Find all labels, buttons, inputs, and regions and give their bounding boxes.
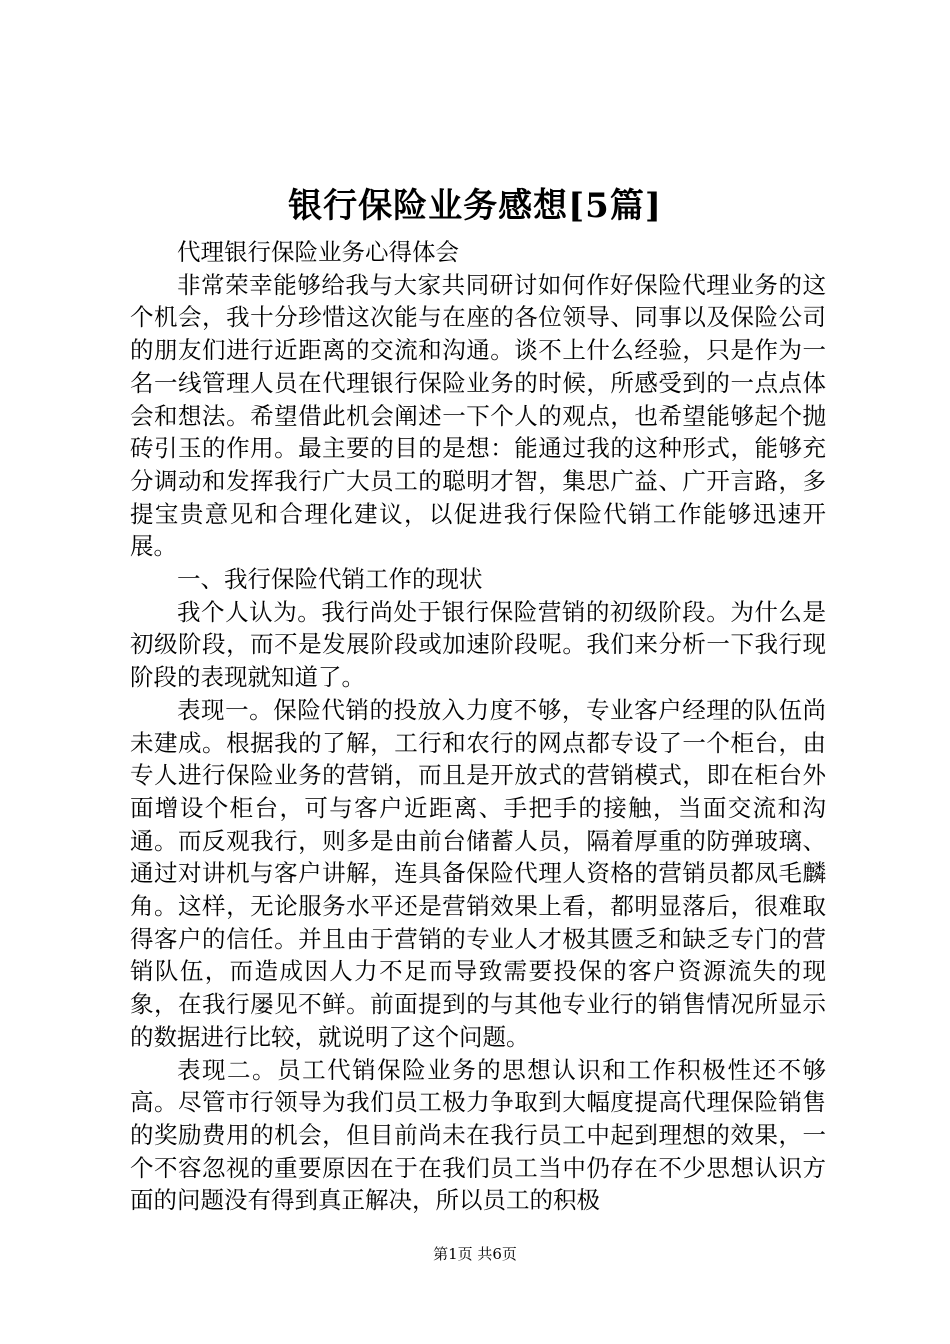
page-number-footer: 第1页 共6页 xyxy=(433,1245,517,1263)
document-body xyxy=(130,236,826,1217)
section-heading: 一、我行保险代销工作的现状 xyxy=(177,565,483,594)
paragraph-subtitle: 代理银行保险业务心得体会 xyxy=(177,238,459,266)
paragraph-intro: 非常荣幸能够给我与大家共同研讨如何作好保险代理业务的这个机会，我十分珍惜这次能与在座的各位领导、同事以及保险公司的朋友们进行近距离的交流和沟通。谈不上什么经验，只是作为一名一线管理人员在代理银行保险业务的时候，所感受到的一点点体会和想法。希望借此机会阐述一下个人的观点，也希望能够起个抛砖引玉的作用。最主要的目的是想：能通过我的这种形式，能够充分调动和发挥我行广大员工的聪明才智，集思广益、广开言路，多提宝贵意见和合理化建议，以促进我行保险代销工作能够迅速开展。 xyxy=(130,270,826,561)
paragraph-performance-two: 表现二。员工代销保险业务的思想认识和工作积极性还不够高。尽管市行领导为我们员工极力争取到大幅度提高代理保险销售的奖励费用的机会，但目前尚未在我行员工中起到理想的效果，一个不容忽视的重要原因在于在我们员工当中仍存在不少思想认识方面的问题没有得到真正解决，所以员工的积极 xyxy=(130,1055,826,1215)
document-title: 银行保险业务感想[5篇] xyxy=(288,186,662,226)
paragraph-current-stage: 我个人认为。我行尚处于银行保险营销的初级阶段。为什么是初级阶段，而不是发展阶段或加速阶段呢。我们来分析一下我行现阶段的表现就知道了。 xyxy=(130,597,826,692)
paragraph-performance-one: 表现一。保险代销的投放入力度不够，专业客户经理的队伍尚未建成。根据我的了解，工行和农行的网点都专设了一个柜台，由专人进行保险业务的营销，而且是开放式的营销模式，即在柜台外面增设个柜台，可与客户近距离、手把手的接触，当面交流和沟通。而反观我行，则多是由前台储蓄人员，隔着厚重的防弹玻璃、通过对讲机与客户讲解，连具备保险代理人资格的营销员都凤毛麟角。这样，无论服务水平还是营销效果上看，都明显落后，很难取得客户的信任。并且由于营销的专业人才极其匮乏和缺乏专门的营销队伍，而造成因人力不足而导致需要投保的客户资源流失的现象，在我行屡见不鲜。前面提到的与其他专业行的销售情况所显示的数据进行比较，就说明了这个问题。 xyxy=(130,695,826,1051)
